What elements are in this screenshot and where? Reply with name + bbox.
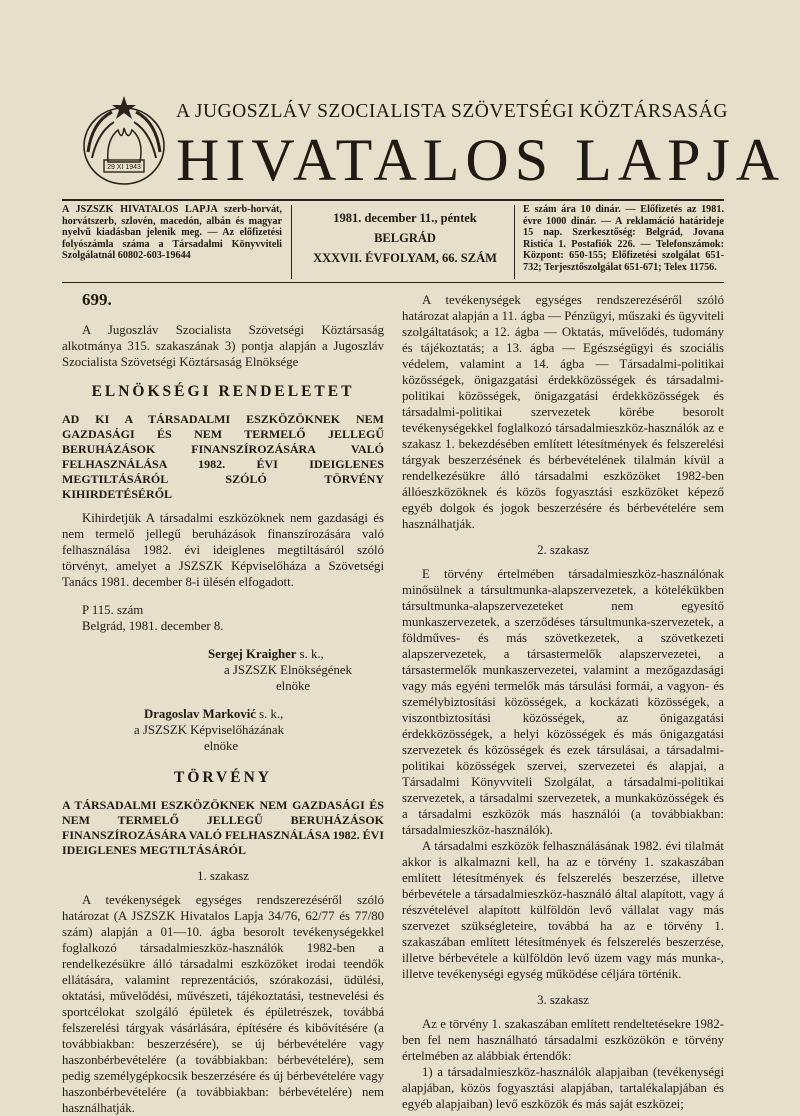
decree-subheading: AD KI A TÁRSADALMI ESZKÖZÖKNEK NEM GAZDASÁGI ÉS NEM TERMELŐ JELLEGŰ BERUHÁZÁSOK FINANSZÍROZÁSÁRA VALÓ FELHASZNÁLÁSA 1982. ÉVI IDEIGLENES MEGTILTÁSÁRÓL SZÓLÓ TÖRVÉNY KIHIRDETÉSÉRŐL [62, 412, 384, 501]
left-column [62, 292, 384, 1116]
section-2-heading: 2. szakasz [537, 543, 589, 557]
signatory-1-title: a JSZSZK Elnökségének [224, 663, 352, 677]
issue-date: 1981. december 11., péntek [333, 211, 477, 225]
section-3-heading: 3. szakasz [537, 993, 589, 1007]
preamble: A Jugoszláv Szocialista Szövetségi Köztársaság alkotmánya 315. szakaszának 3) pontja alapján a Jugoszláv Szocialista Szövetségi Köztársaság Elnöksége [62, 323, 384, 369]
issue-city: BELGRÁD [374, 231, 436, 245]
signatory-2-name: Dragoslav Marković [144, 707, 256, 721]
decree-heading: ELNÖKSÉGI RENDELETET [91, 383, 355, 400]
issue-volume: XXXVII. ÉVFOLYAM, 66. SZÁM [313, 251, 497, 265]
country-name: A JUGOSZLÁV SZOCIALISTA SZÖVETSÉGI KÖZTÁRSASÁG [176, 101, 728, 122]
gazette-title: HIVATALOS LAPJA [176, 127, 786, 193]
section-2-text-2: A társadalmi eszközök felhasználásának 1982. évi tilalmát akkor is alkalmazni kell, ha az e törvény 1. szakaszában említett létesítmények és felszerelés beszerzése, illetve bérbevétele a társadalmieszköz-használó által alapított, vagy á részvételével alapított külföldön levő vállalat vagy más szervezet szükségleteire, továbbá ha az e törvény 1. szakaszában említett létesítmények és felszerelés beszerzése, illetve bérbevétele a külföldön levő üzem vagy más munka-, illetve tevékenységi egység működése céljára történik. [402, 839, 724, 981]
reference-number: P 115. szám [82, 603, 144, 617]
law-heading: TÖRVÉNY [174, 769, 272, 786]
law-subheading: A TÁRSADALMI ESZKÖZÖKNEK NEM GAZDASÁGI ÉS NEM TERMELŐ JELLEGŰ BERUHÁZÁSOK FINANSZÍROZÁSÁRA VALÓ FELHASZNÁLÁSA 1982. ÉVI IDEIGLENES MEGTILTÁSÁRÓL [62, 798, 384, 857]
right-column [402, 292, 724, 1112]
item-number: 699. [82, 290, 112, 309]
signatory-1-role: elnöke [276, 679, 311, 693]
section-1-text-continued: A tevékenységek egységes rendszerezéséről szóló határozat alapján a 11. ágba — Pénzügyi, műszaki és ügyviteli szolgáltatások; a 12. ágba — Oktatás, művelődés, tudomány és tájékoztatás; a 13. ágba — Egészségügyi és szociális védelem, valamint a 14. ágba — Társadalmi-politikai közösségek, önigazgatási érdekközösségek és társadalmi-politikai közösségek, önigazgatási érdekközösségek és társadalmi-politikai szervezetek körébe besorolt tevékenységekkel foglalkozó társadalmieszköz-használók az e szakasz 1. bekezdésében említett létesítmények és felszerelési tárgyak beszerzésének és bérbevételének tilalmán kívül a rendelkezésükre álló társadalmi eszközöket 1982-ben állóeszközöknek és közös fogyasztási eszközöket képező egyéb dolgok és jogok beszerzésére és bérbevételére sem használhatják. [402, 293, 724, 531]
section-1-heading: 1. szakasz [197, 869, 249, 883]
price-contact-info: E szám ára 10 dinár. — Előfizetés az 1981. évre 1000 dinár. — A reklamáció határideje 15 nap. Szerkesztőség: Belgrád, Jovana Ristića 1. Postafiók 226. — Telefonszámok: Központ: 650-155; Előfizetési szolgálat 651-732; Terjesztőszolgálat 651-671; Telex 11756. [523, 204, 724, 273]
subscription-info: A JSZSZK HIVATALOS LAPJA szerb-horvát, horvátszerb, szlovén, macedón, albán és magyar nyelvű kiadásban jelenik meg. — Az előfizetési folyószámla száma a Társadalmi Könyvviteli Szolgálatnál 60802-603-19644 [62, 204, 282, 261]
proclamation: Kihirdetjük A társadalmi eszközöknek nem gazdasági és nem termelő jellegű beruházások finanszírozására való felhasználása 1982. évi ideiglenes megtiltásáról szóló törvényt, amelyet a JSZSZK Képviselőháza a Szövetségi Tanács 1981. december 8-i ülésén elfogadott. [62, 511, 384, 589]
place-date: Belgrád, 1981. december 8. [82, 619, 224, 633]
signatory-2-role: elnöke [204, 739, 239, 753]
info-divider-left [291, 205, 292, 279]
signature-2: Dragoslav Marković s. k., [144, 707, 284, 721]
signatory-2-title: a JSZSZK Képviselőházának [134, 723, 284, 737]
masthead-divider-top [62, 199, 724, 201]
signatory-1-name: Sergej Kraigher [208, 647, 297, 661]
emblem-date: 29 XI 1943 [107, 164, 141, 171]
section-1-text: A tevékenységek egységes rendszerezéséről szóló határozat (A JSZSZK Hivatalos Lapja 34/76, 62/77 és 77/80 szám) alapján a 01—10. ágba besorolt tevékenységekkel foglalkozó társadalmieszköz-használók 1982-ben a rendelkezésükre álló társadalmi eszközöket irodai teendők ellátására, valamint reprezentációs, szórakozási, üdülési, oktatási, művelődési, művészeti, tájékoztatási, testnevelési és sportcélokat szolgáló épületek és épületrészek, továbbá felszerelési tárgyak vásárlására, építésére és kibővítésére (a továbbiakban: beszerzésére), se új bérbevételére vagy haszonbérbevételére (a továbbiakban: bérbevételére), sem pedig személygépkocsik beszerzésére és új bérbevételére vagy haszonbérbevételére (a továbbiakban: bérbevételére) nem használhatják. [62, 893, 384, 1115]
signature-1: Sergej Kraigher s. k., [208, 647, 324, 661]
state-emblem-icon [78, 92, 170, 192]
masthead-divider-bottom [62, 282, 724, 283]
section-3-text: Az e törvény 1. szakaszában említett rendeltetésekre 1982-ben fel nem használható társadalmi eszközökön e törvény értelmében az alábbiak értendők: [402, 1017, 724, 1063]
section-2-text: E törvény értelmében társadalmieszköz-használónak minősülnek a társultmunka-alapszervezetek, a kötelékükben társultmunka-alapszervezeteket nem egyesítő munkaszervezetek, a szerződéses társultmunka-szervezetek, a földműves- és más szövetkezetek, a szövetkezeti alapszervezetek, a társastermelők alapszervezetei, a társastermelők munkaszervezetei, valamint a mezőgazdasági vagy más egyéni termelők más társulási formái, a vagyon- és személybiztosítási közösségek, a kockázati közösségek, a viszontbiztosítási közösségek, az önigazgatási érdekközösségek, a helyi közösségek és más önigazgatási szervezetek és közösségek és ezek társulásai, a társadalmi-politikai közösségek szervei, szervezetei és alapjai, a Társadalmi Könyvviteli Szolgálat, a társadalmi-politikai szervezetek, a társadalmi szervezetek, a munkaközösségek és a társadalmi eszközök más használói (a továbbiakban: társadalmieszköz-használók). [402, 567, 724, 837]
section-3-item-1: 1) a társadalmieszköz-használók alapjaiban (tevékenységi alapjában, közös fogyasztási alapjában, tartalékalapjában és egyéb alapjaiban) levő eszközök és más saját eszközei; [402, 1065, 724, 1111]
issue-info [300, 208, 510, 268]
info-divider-right [514, 205, 515, 279]
